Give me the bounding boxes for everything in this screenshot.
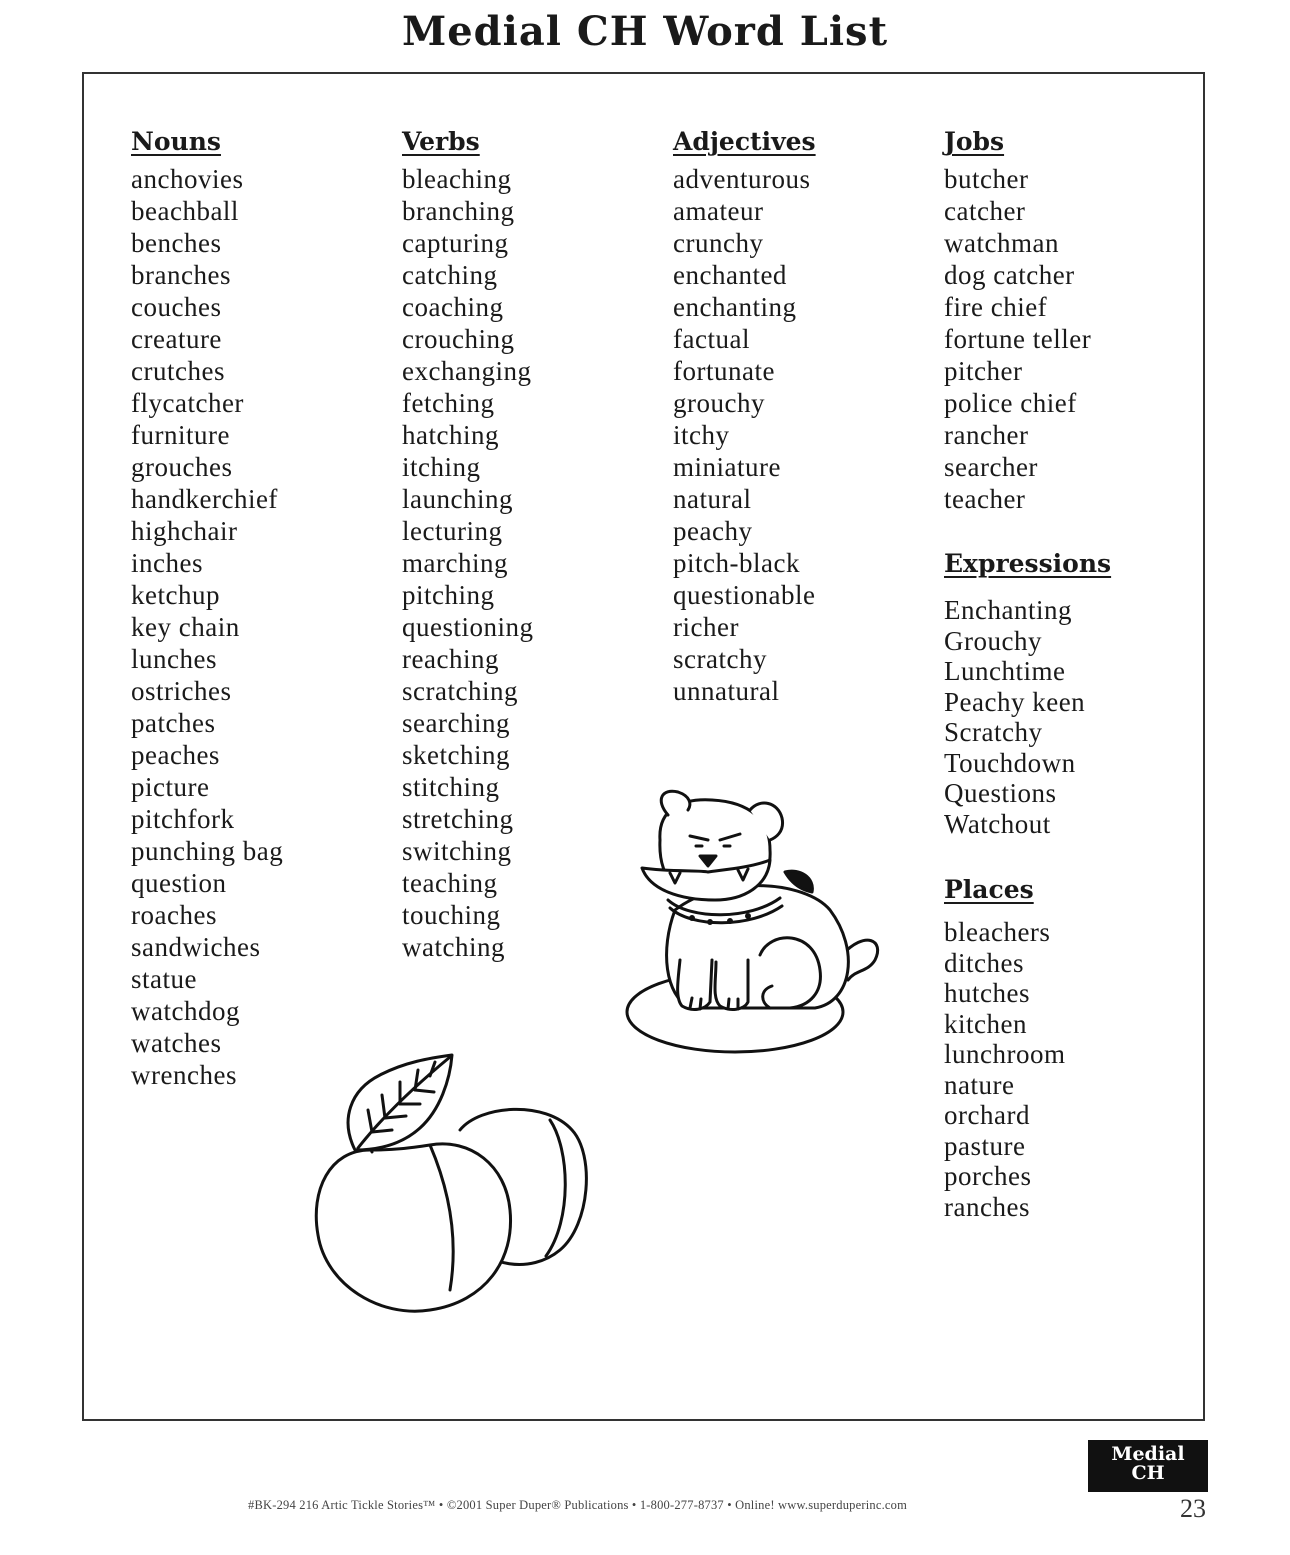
word-list-item: police chief	[944, 388, 1077, 418]
word-list-item: picture	[131, 772, 210, 802]
word-list-item: lecturing	[402, 516, 503, 546]
word-list-item: question	[131, 868, 227, 898]
word-list-item: searcher	[944, 452, 1038, 482]
adjectives-list	[673, 163, 816, 707]
word-list-item: hatching	[402, 420, 499, 450]
word-list-item: branches	[131, 260, 231, 290]
section-tab-line2: CH	[1131, 1462, 1165, 1484]
word-list-item: statue	[131, 964, 197, 994]
word-list-item: bleaching	[402, 164, 512, 194]
jobs-heading: Jobs	[944, 127, 1005, 156]
word-list-item: porches	[944, 1161, 1032, 1191]
page-number: 23	[1180, 1494, 1206, 1523]
word-list-item: key chain	[131, 612, 240, 642]
adjectives-column	[673, 121, 816, 707]
places-column	[944, 869, 1065, 1222]
bulldog-illustration	[620, 780, 890, 1060]
jobs-column	[944, 121, 1091, 515]
word-list-item: pitching	[402, 580, 495, 610]
nouns-heading: Nouns	[131, 127, 221, 156]
word-list-item: teaching	[402, 868, 498, 898]
word-list-item: branching	[402, 196, 515, 226]
word-list-item: scratching	[402, 676, 518, 706]
word-list-item: teacher	[944, 484, 1026, 514]
expressions-heading: Expressions	[944, 549, 1112, 578]
word-list-item: miniature	[673, 452, 781, 482]
word-list-item: coaching	[402, 292, 504, 322]
adjectives-heading: Adjectives	[673, 127, 816, 156]
word-list-item: furniture	[131, 420, 230, 450]
word-list-item: unnatural	[673, 676, 780, 706]
word-list-item: beachball	[131, 196, 239, 226]
jobs-list	[944, 163, 1091, 515]
word-list-item: ketchup	[131, 580, 220, 610]
word-list-item: switching	[402, 836, 512, 866]
word-list-item: flycatcher	[131, 388, 244, 418]
word-list-item: peachy	[673, 516, 753, 546]
word-list-item: pasture	[944, 1130, 1026, 1161]
word-list-item: Touchdown	[944, 747, 1076, 778]
word-list-item: fortunate	[673, 356, 775, 386]
word-list-item: inches	[131, 548, 203, 578]
page-footer: #BK-294 216 Artic Tickle Stories™ • ©2001 Super Duper® Publications • 1-800-277-8737 • Online! www.superduperinc.com	[248, 1498, 908, 1512]
word-list-item: Scratchy	[944, 717, 1043, 747]
word-list-item: creature	[131, 324, 222, 354]
word-list-item: watching	[402, 932, 505, 962]
verbs-column	[402, 121, 534, 963]
word-list-item: highchair	[131, 516, 238, 546]
word-list-item: marching	[402, 548, 508, 578]
word-list-item: scratchy	[673, 644, 767, 674]
word-list-item: amateur	[673, 196, 764, 226]
word-list-item: handkerchief	[131, 484, 278, 514]
word-list-item: questioning	[402, 612, 534, 642]
word-list-item: fortune teller	[944, 324, 1092, 354]
word-list-item: dog catcher	[944, 260, 1075, 290]
word-list-item: enchanted	[673, 260, 787, 290]
expressions-column	[944, 543, 1111, 839]
places-heading: Places	[944, 875, 1034, 904]
word-list-item: searching	[402, 708, 510, 738]
word-list-item: kitchen	[944, 1008, 1027, 1039]
word-list-item: touching	[402, 900, 501, 930]
word-list-item: peaches	[131, 740, 220, 770]
word-list-item: sandwiches	[131, 932, 261, 962]
word-list-item: ranches	[944, 1191, 1030, 1222]
word-list-item: patches	[131, 708, 216, 738]
word-list-item: pitchfork	[131, 804, 235, 834]
word-list-item: watchdog	[131, 996, 240, 1026]
word-list-item: crouching	[402, 324, 515, 354]
page-title: Medial CH Word List	[401, 8, 889, 55]
word-list-item: nature	[944, 1069, 1015, 1100]
nouns-column	[131, 121, 283, 1091]
word-list-item: exchanging	[402, 356, 532, 386]
word-list-item: pitcher	[944, 356, 1023, 386]
section-tab-line1: Medial	[1111, 1443, 1185, 1465]
word-list-item: grouchy	[673, 388, 765, 418]
word-list-item: crutches	[131, 356, 225, 386]
word-list-item: fire chief	[944, 292, 1048, 322]
word-list-item: rancher	[944, 420, 1029, 450]
word-list-item: lunches	[131, 644, 217, 674]
word-list-item: crunchy	[673, 228, 764, 258]
word-list-item: watchman	[944, 228, 1059, 258]
word-list-item: launching	[402, 484, 513, 514]
word-list-item: benches	[131, 228, 222, 258]
word-list-item: stitching	[402, 772, 500, 802]
word-list-item: butcher	[944, 164, 1029, 194]
word-list-item: catching	[402, 260, 498, 290]
word-list-item: Enchanting	[944, 595, 1072, 625]
word-list-item: factual	[673, 324, 750, 354]
word-list-item: bleachers	[944, 917, 1051, 947]
word-list-item: enchanting	[673, 292, 797, 322]
verbs-heading: Verbs	[402, 127, 480, 156]
word-list-item: wrenches	[131, 1060, 237, 1090]
expressions-list	[944, 595, 1111, 839]
word-list-item: hutches	[944, 978, 1030, 1008]
word-list-item: itchy	[673, 420, 730, 450]
word-list-item: lunchroom	[944, 1039, 1066, 1069]
section-tab	[1088, 1440, 1208, 1492]
word-list-item: Peachy keen	[944, 686, 1086, 717]
word-list-item: Lunchtime	[944, 656, 1066, 686]
word-list-item: anchovies	[131, 164, 244, 194]
word-list-item: capturing	[402, 228, 509, 258]
word-list-item: Grouchy	[944, 625, 1042, 656]
word-list-item: Questions	[944, 778, 1057, 808]
word-list-item: watches	[131, 1028, 222, 1058]
nouns-list	[131, 163, 283, 1091]
word-list-item: adventurous	[673, 164, 811, 194]
word-list-item: fetching	[402, 388, 495, 418]
word-list-item: punching bag	[131, 836, 284, 866]
word-list-item: pitch-black	[673, 548, 800, 578]
word-list-item: ditches	[944, 947, 1024, 978]
word-list-item: catcher	[944, 196, 1026, 226]
peach-illustration	[310, 1050, 600, 1330]
word-list-item: orchard	[944, 1100, 1030, 1130]
word-list-item: natural	[673, 484, 752, 514]
word-list-item: richer	[673, 612, 739, 642]
word-list-item: questionable	[673, 580, 816, 610]
word-list-item: ostriches	[131, 676, 232, 706]
word-list-item: grouches	[131, 452, 233, 482]
word-list-item: reaching	[402, 644, 499, 674]
word-list-item: couches	[131, 292, 222, 322]
word-list-item: sketching	[402, 740, 510, 770]
places-list	[944, 917, 1065, 1222]
verbs-list	[402, 163, 534, 963]
word-list-item: Watchout	[944, 808, 1051, 839]
word-list-item: roaches	[131, 900, 217, 930]
word-list-item: stretching	[402, 804, 514, 834]
word-list-item: itching	[402, 452, 481, 482]
